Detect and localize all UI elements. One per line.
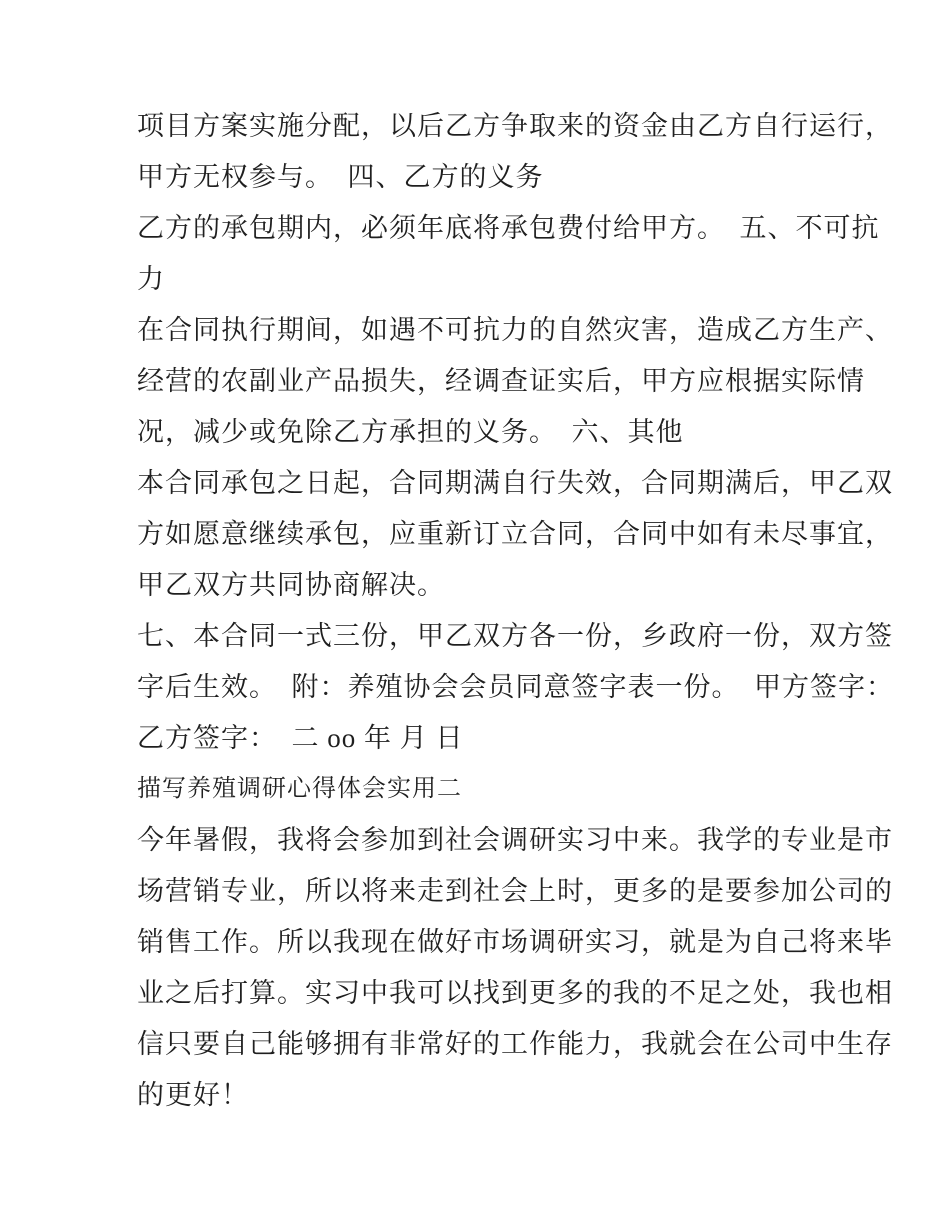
text-line: 业之后打算。实习中我可以找到更多的我的不足之处，我也相 bbox=[137, 978, 893, 1008]
text-line: 今年暑假，我将会参加到社会调研实习中来。我学的专业是市 bbox=[137, 825, 893, 855]
text-line: 字后生效。 附：养殖协会会员同意签字表一份。 甲方签字： bbox=[137, 672, 894, 702]
text-line: 销售工作。所以我现在做好市场调研实习，就是为自己将来毕 bbox=[137, 927, 893, 957]
text-line: 甲乙双方共同协商解决。 bbox=[137, 570, 445, 600]
text-line: 乙方签字： 二 oo 年 月 日 bbox=[137, 723, 464, 753]
text-line: 况，减少或免除乙方承担的义务。 六、其他 bbox=[137, 417, 684, 447]
text-line: 场营销专业，所以将来走到社会上时，更多的是要参加公司的 bbox=[137, 876, 893, 906]
text-line: 本合同承包之日起，合同期满自行失效，合同期满后，甲乙双 bbox=[137, 468, 893, 498]
text-line: 力 bbox=[137, 264, 165, 294]
text-line: 的更好！ bbox=[137, 1080, 249, 1110]
text-line: 信只要自己能够拥有非常好的工作能力，我就会在公司中生存 bbox=[137, 1029, 893, 1059]
text-line: 乙方的承包期内，必须年底将承包费付给甲方。 五、不可抗 bbox=[137, 213, 880, 243]
text-line: 方如愿意继续承包，应重新订立合同，合同中如有未尽事宜， bbox=[137, 519, 893, 549]
section-heading: 描写养殖调研心得体会实用二 bbox=[137, 776, 462, 802]
text-line: 甲方无权参与。 四、乙方的义务 bbox=[137, 162, 544, 192]
text-line: 项目方案实施分配，以后乙方争取来的资金由乙方自行运行， bbox=[137, 111, 893, 141]
text-line: 七、本合同一式三份，甲乙双方各一份，乡政府一份，双方签 bbox=[137, 621, 893, 651]
text-line: 经营的农副业产品损失，经调查证实后，甲方应根据实际情 bbox=[137, 366, 865, 396]
text-line: 在合同执行期间，如遇不可抗力的自然灾害，造成乙方生产、 bbox=[137, 315, 893, 345]
